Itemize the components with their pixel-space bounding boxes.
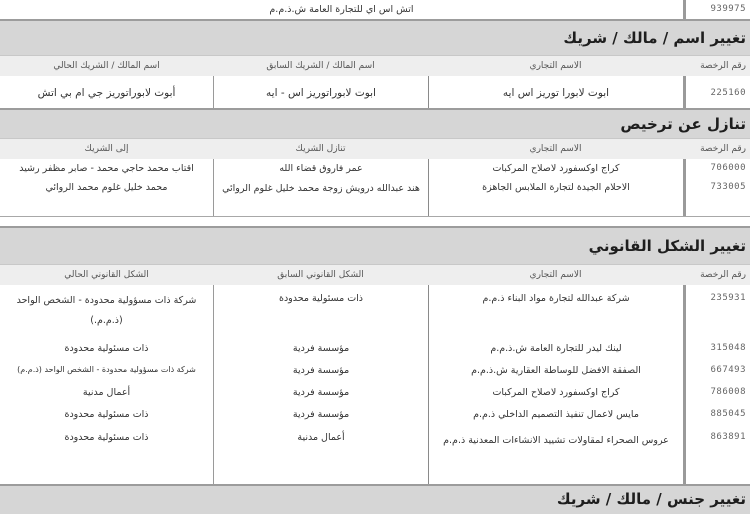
trade-name: لينك ليدر للتجارة العامة ش.ذ.م.م	[428, 336, 683, 358]
license-number: 885045	[683, 402, 750, 424]
current-owner: أبوت لابوراتوريز جي ام بي اتش	[37, 86, 176, 99]
from-partner: هند عبدالله درويش زوجة محمد خليل غلوم الروائي	[213, 178, 428, 216]
current-legal-form: شركة ذات مسؤولية محدودة - الشخص الواحد (ذ.م.م.)	[16, 295, 197, 326]
table-header	[0, 264, 750, 287]
column-header: تنازل الشريك	[295, 144, 346, 154]
license-number: 706000	[683, 159, 750, 178]
table-row	[0, 336, 750, 359]
section-title-name-owner-change: تغيير اسم / مالك / شريك	[0, 19, 750, 55]
license-number: 939975	[683, 0, 750, 19]
column-header: رقم الرخصة	[700, 270, 746, 280]
previous-legal-form: مؤسسة فردية	[213, 380, 428, 402]
current-legal-form: شركة ذات مسؤولية محدودة - الشخص الواحد (ذ.م.م)	[17, 364, 196, 374]
previous-legal-form: ذات مسئولية محدودة	[213, 285, 428, 336]
trade-name: شركة عبدالله لتجارة مواد البناء ذ.م.م	[428, 285, 683, 336]
previous-legal-form: أعمال مدنية	[213, 424, 428, 484]
table-header	[0, 138, 750, 161]
license-number: 225160	[683, 76, 750, 108]
trade-name: كراج اوكسفورد لاصلاح المركبات	[428, 159, 683, 178]
column-header: الاسم التجاري	[529, 144, 582, 154]
column-header: الاسم التجاري	[529, 270, 582, 280]
trade-name: الاحلام الجيدة لتجارة الملابس الجاهزة	[428, 178, 683, 216]
current-legal-form: ذات مسئولية محدودة	[64, 432, 149, 443]
trade-name: كراج اوكسفورد لاصلاح المركبات	[428, 380, 683, 402]
table-row	[0, 178, 750, 217]
trade-name: الصفقة الافضل للوساطة العقارية ش.ذ.م.م	[428, 358, 683, 380]
table-row	[0, 358, 750, 381]
previous-legal-form: مؤسسة فردية	[213, 336, 428, 358]
column-header: الشكل القانوني الحالي	[64, 270, 149, 280]
trade-name: عروس الصحراء لمقاولات تشييد الانشاءات المعدنية ذ.م.م	[428, 424, 683, 484]
to-partner: اقتاب محمد حاجي محمد - صابر مظفر رشيد	[19, 163, 194, 174]
column-header: الشكل القانوني السابق	[277, 270, 364, 280]
license-number: 235931	[683, 285, 750, 336]
current-legal-form: ذات مسئولية محدودة	[64, 408, 149, 420]
license-number: 863891	[683, 424, 750, 484]
section-title-nationality-change: تغيير جنس / مالك / شريك	[0, 484, 750, 514]
column-header: رقم الرخصة	[700, 144, 746, 154]
current-legal-form: ذات مسئولية محدودة	[64, 342, 149, 354]
license-number: 786008	[683, 380, 750, 402]
license-number: 315048	[683, 336, 750, 358]
previous-legal-form: مؤسسة فردية	[213, 402, 428, 424]
table-row	[0, 76, 750, 109]
table-row	[0, 424, 750, 484]
table-row	[0, 159, 750, 179]
table-header	[0, 55, 750, 78]
from-partner: عمر فاروق قضاء الله	[213, 159, 428, 178]
table-row	[0, 402, 750, 425]
trade-name: مايس لاعمال تنفيذ التصميم الداخلي ذ.م.م	[428, 402, 683, 424]
current-legal-form: أعمال مدنية	[82, 386, 131, 398]
column-header: اسم المالك / الشريك الحالي	[53, 61, 160, 71]
previous-owner: ابوت لابوراتوريز اس - ايه	[213, 76, 428, 108]
license-number: 733005	[683, 178, 750, 216]
table-row	[0, 0, 750, 20]
column-header: رقم الرخصة	[700, 61, 746, 71]
license-number: 667493	[683, 358, 750, 380]
table-row	[0, 380, 750, 403]
column-header: الاسم التجاري	[529, 61, 582, 71]
section-title-license-transfer: تنازل عن ترخيص	[0, 108, 750, 138]
table-row	[0, 285, 750, 337]
trade-name: ابوت لابورا توريز اس ايه	[428, 76, 683, 108]
section-title-legal-form-change: تغيير الشكل القانوني	[0, 226, 750, 264]
trade-name: اتش اس اي للتجارة العامة ش.ذ.م.م	[269, 4, 414, 15]
column-header: اسم المالك / الشريك السابق	[266, 61, 375, 71]
previous-legal-form: مؤسسة فردية	[213, 358, 428, 380]
to-partner: محمد خليل غلوم محمد الروائي	[45, 182, 168, 193]
column-header: إلى الشريك	[84, 144, 129, 154]
